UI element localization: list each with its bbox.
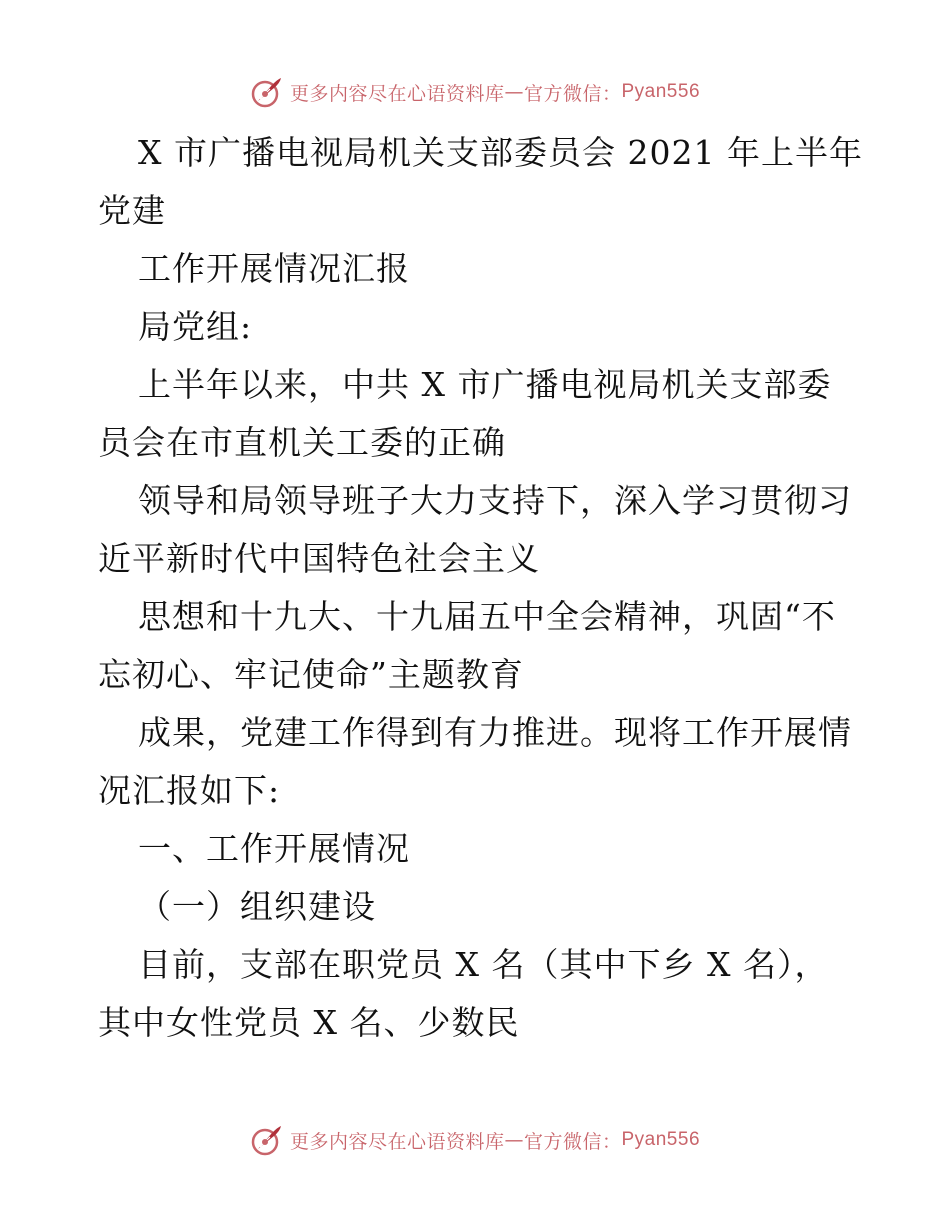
- paragraph-line: 员会在市直机关工委的正确: [98, 423, 506, 462]
- feather-pen-logo-icon: [250, 75, 284, 109]
- watermark-text: 更多内容尽在心语资料库: [289, 82, 505, 105]
- footer-watermark: [0, 1120, 950, 1160]
- subsection-heading: （一）组织建设: [138, 887, 376, 926]
- watermark-separator: —: [504, 1129, 524, 1151]
- watermark-text: 更多内容尽在心语资料库: [289, 1130, 505, 1153]
- paragraph-line: 上半年以来，中共 X 市广播电视局机关支部委: [138, 365, 832, 404]
- watermark-separator: —: [504, 81, 524, 103]
- paragraph-line: 近平新时代中国特色社会主义: [98, 539, 540, 578]
- document-body: [98, 124, 863, 1052]
- paragraph-line: 目前，支部在职党员 X 名（其中下乡 X 名），: [138, 945, 829, 984]
- watermark-label: 官方微信：: [523, 82, 622, 105]
- document-title-line-1: X 市广播电视局机关支部委员会 2021 年上半年: [138, 133, 863, 172]
- section-heading: 一、工作开展情况: [138, 829, 410, 868]
- watermark-label: 官方微信：: [523, 1130, 622, 1153]
- paragraph-line: 领导和局领导班子大力支持下，深入学习贯彻习: [138, 481, 852, 520]
- paragraph-line: 思想和十九大、十九届五中全会精神，巩固“不: [138, 597, 836, 636]
- document-title-line-2: 党建: [98, 191, 166, 230]
- paragraph-line: 忘初心、牢记使命”主题教育: [98, 655, 524, 694]
- paragraph-line: 其中女性党员 X 名、少数民: [98, 1003, 520, 1042]
- watermark-account: Pyan556: [621, 81, 701, 102]
- document-title-line-3: 工作开展情况汇报: [138, 249, 410, 288]
- document-salutation: 局党组:: [138, 307, 253, 346]
- paragraph-line: 况汇报如下:: [98, 771, 281, 810]
- paragraph-line: 成果，党建工作得到有力推进。现将工作开展情: [138, 713, 852, 752]
- feather-pen-logo-icon: [250, 1123, 284, 1157]
- header-watermark: [0, 72, 950, 112]
- watermark-account: Pyan556: [621, 1129, 701, 1150]
